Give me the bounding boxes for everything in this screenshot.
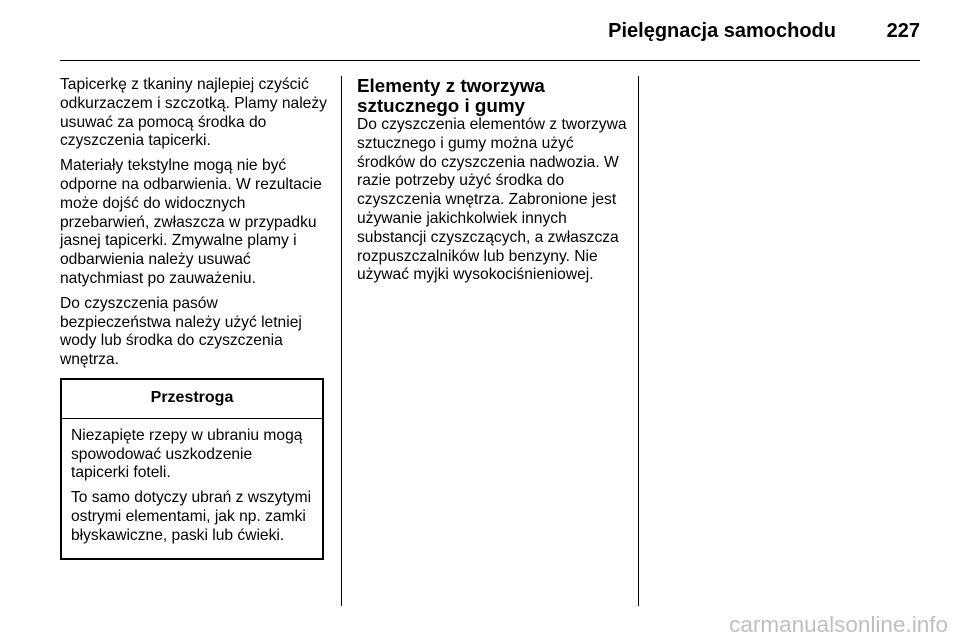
caution-paragraph: Niezapięte rzepy w ubraniu mogą spowodować uszkodzenie tapicerki foteli.: [71, 426, 303, 482]
paragraph: Do czyszczenia pasów bezpieczeństwa należy użyć letniej wody lub środka do czyszczenia wnętrza.: [60, 294, 302, 369]
watermark: carmanualsonline.info: [729, 612, 948, 637]
section-title: Pielęgnacja samochodu: [608, 20, 836, 42]
left-column: [60, 76, 330, 560]
header-rule: [60, 60, 920, 61]
page-number: 227: [886, 20, 920, 42]
paragraph: Materiały tekstylne mogą nie być odporne na odbarwienia. W rezultacie może dojść do widocznych przebarwień, zwłaszcza w przypadku jasnej tapicerki. Zmywalne plamy i odbarwienia należy usuwać natychmiast po zauważeniu.: [60, 157, 322, 287]
caution-body: [62, 419, 322, 558]
paragraph: Tapicerkę z tkaniny najlepiej czyścić odkurzaczem i szczotką. Plamy należy usuwać za pomocą środka do czyszczenia tapicerki.: [60, 76, 327, 150]
column-divider: [638, 76, 639, 606]
column-divider: [341, 76, 342, 606]
right-column: [357, 76, 629, 291]
caution-box: [60, 378, 324, 560]
caution-paragraph: To samo dotyczy ubrań z wszytymi ostrymi elementami, jak np. zamki błyskawiczne, paski lub ćwieki.: [71, 489, 312, 544]
caution-title: Przestroga: [62, 380, 322, 419]
page-header: [60, 0, 920, 62]
section-heading: Elementy z tworzywa sztucznego i gumy: [357, 75, 545, 116]
paragraph: Do czyszczenia elementów z tworzywa sztucznego i gumy można użyć środków do czyszczenia nadwozia. W razie potrzeby użyć środka do czyszczenia wnętrza. Zabronione jest używanie jakichkolwiek innych substancji czyszczących, a zwłaszcza rozpuszczalników lub benzyny. Nie używać myjki wysokociśnieniowej.: [357, 116, 627, 284]
